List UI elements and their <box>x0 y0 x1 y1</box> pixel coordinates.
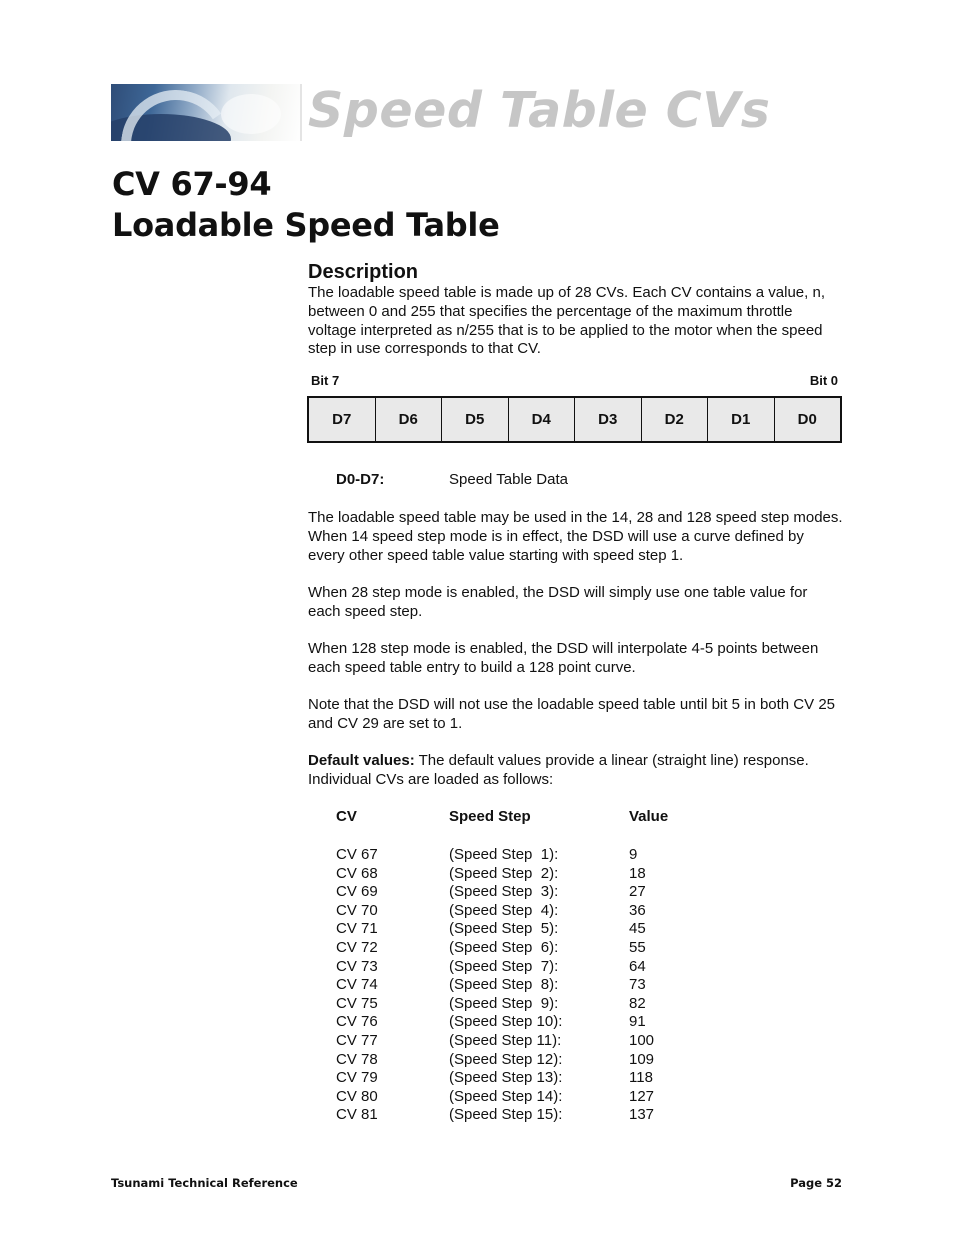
cv-table <box>336 808 736 1125</box>
table-row <box>336 976 736 995</box>
speed-step-cell: (Speed Step 8): <box>449 976 559 994</box>
value-cell: 137 <box>629 1106 655 1124</box>
bit-cell-d2: D2 <box>642 398 709 441</box>
cv-cell: CV 70 <box>336 901 378 919</box>
speed-step-cell: (Speed Step 4): <box>449 901 559 919</box>
cv-cell: CV 72 <box>336 938 378 956</box>
speed-step-cell: (Speed Step 12): <box>449 1050 563 1068</box>
footer-doc-title: Tsunami Technical Reference <box>111 1176 298 1190</box>
bit-cell-d4: D4 <box>509 398 576 441</box>
cv-cell: CV 77 <box>336 1031 378 1049</box>
paragraph-defaults <box>308 752 843 790</box>
banner-divider <box>300 84 302 141</box>
value-cell: 64 <box>629 957 646 975</box>
value-cell: 82 <box>629 994 646 1012</box>
value-cell: 100 <box>629 1031 655 1049</box>
wave-banner-image <box>111 84 301 141</box>
table-row <box>336 846 736 865</box>
defaults-text: The default values provide a linear (straight line) response. Individual CVs are loaded as follows: <box>308 752 809 788</box>
table-row <box>336 1088 736 1107</box>
table-row <box>336 939 736 958</box>
value-cell: 36 <box>629 901 646 919</box>
paragraph-modes: The loadable speed table may be used in the 14, 28 and 128 speed step modes. When 14 speed step mode is in effect, the DSD will use a curve defined by every other speed table value starting with speed step 1. <box>308 509 843 564</box>
speed-step-cell: (Speed Step 3): <box>449 883 559 901</box>
definition-desc: Speed Table Data <box>449 471 568 488</box>
cv-table-header <box>336 808 736 827</box>
bit0-label: Bit 0 <box>809 373 838 388</box>
speed-step-cell: (Speed Step 9): <box>449 994 559 1012</box>
cv-header-speed-step: Speed Step <box>449 808 531 825</box>
defaults-label: Default values: <box>308 752 415 769</box>
cv-cell: CV 73 <box>336 957 378 975</box>
bit-cell-d3: D3 <box>575 398 642 441</box>
value-cell: 118 <box>629 1069 653 1087</box>
table-row <box>336 1032 736 1051</box>
cv-heading-line2: Loadable Speed Table <box>112 206 500 244</box>
bit-cell-d1: D1 <box>708 398 775 441</box>
speed-step-cell: (Speed Step 13): <box>449 1069 563 1087</box>
value-cell: 91 <box>629 1013 646 1031</box>
speed-step-cell: (Speed Step 11): <box>449 1031 562 1049</box>
paragraph-28-step: When 28 step mode is enabled, the DSD will simply use one table value for each speed step. <box>308 584 808 620</box>
cv-cell: CV 69 <box>336 883 378 901</box>
value-cell: 45 <box>629 920 646 938</box>
cv-cell: CV 80 <box>336 1087 378 1105</box>
cv-cell: CV 74 <box>336 976 378 994</box>
speed-step-cell: (Speed Step 10): <box>449 1013 563 1031</box>
table-row <box>336 995 736 1014</box>
bit-cell-d7: D7 <box>309 398 376 441</box>
cv-cell: CV 81 <box>336 1106 378 1124</box>
speed-step-cell: (Speed Step 14): <box>449 1087 563 1105</box>
paragraph-note: Note that the DSD will not use the loadable speed table until bit 5 in both CV 25 and CV 29 are set to 1. <box>308 696 835 732</box>
description-title: Description <box>308 261 419 283</box>
footer-page-number: Page 52 <box>790 1176 842 1190</box>
value-cell: 9 <box>629 845 638 863</box>
value-cell: 109 <box>629 1050 655 1068</box>
table-row <box>336 865 736 884</box>
bit-cell-d0: D0 <box>797 411 817 428</box>
value-cell: 55 <box>629 938 646 956</box>
definition-term: D0-D7: <box>336 471 385 488</box>
table-row <box>336 1069 736 1088</box>
section-title: Speed Table CVs <box>308 82 771 139</box>
speed-step-cell: (Speed Step 5): <box>449 920 559 938</box>
cv-cell: CV 68 <box>336 864 378 882</box>
cv-cell: CV 75 <box>336 994 378 1012</box>
value-cell: 73 <box>629 976 646 994</box>
cv-heading <box>112 164 499 246</box>
bit7-label: Bit 7 <box>311 373 340 388</box>
cv-cell: CV 67 <box>336 845 378 863</box>
table-row <box>336 902 736 921</box>
table-row <box>336 1106 736 1125</box>
cv-heading-line1: CV 67-94 <box>112 165 272 203</box>
speed-step-cell: (Speed Step 7): <box>449 957 559 975</box>
value-cell: 27 <box>629 883 646 901</box>
description-intro: The loadable speed table is made up of 28 CVs. Each CV contains a value, n, between 0 and 255 that specifies the percentage of the maximum throttle voltage interpreted as n/255 that is to be applied to the motor when the speed step in use corresponds to that CV. <box>308 284 825 358</box>
paragraph-128-step: When 128 step mode is enabled, the DSD will interpolate 4-5 points between each speed table entry to build a 128 point curve. <box>308 640 819 676</box>
cv-header-value: Value <box>629 808 669 825</box>
cv-cell: CV 78 <box>336 1050 378 1068</box>
table-row <box>336 958 736 977</box>
bit-cell-d5: D5 <box>442 398 509 441</box>
bit-table <box>307 396 842 443</box>
bit-cell-d6: D6 <box>376 398 443 441</box>
cv-header-cv: CV <box>336 808 357 825</box>
speed-step-cell: (Speed Step 6): <box>449 938 559 956</box>
table-row <box>336 1051 736 1070</box>
table-row <box>336 920 736 939</box>
cv-cell: CV 76 <box>336 1013 378 1031</box>
speed-step-cell: (Speed Step 2): <box>449 864 559 882</box>
cv-cell: CV 79 <box>336 1069 378 1087</box>
speed-step-cell: (Speed Step 1): <box>449 845 559 863</box>
cv-cell: CV 71 <box>336 920 378 938</box>
value-cell: 127 <box>629 1087 655 1105</box>
table-row <box>336 883 736 902</box>
speed-step-cell: (Speed Step 15): <box>449 1106 563 1124</box>
table-row <box>336 1013 736 1032</box>
value-cell: 18 <box>629 864 646 882</box>
